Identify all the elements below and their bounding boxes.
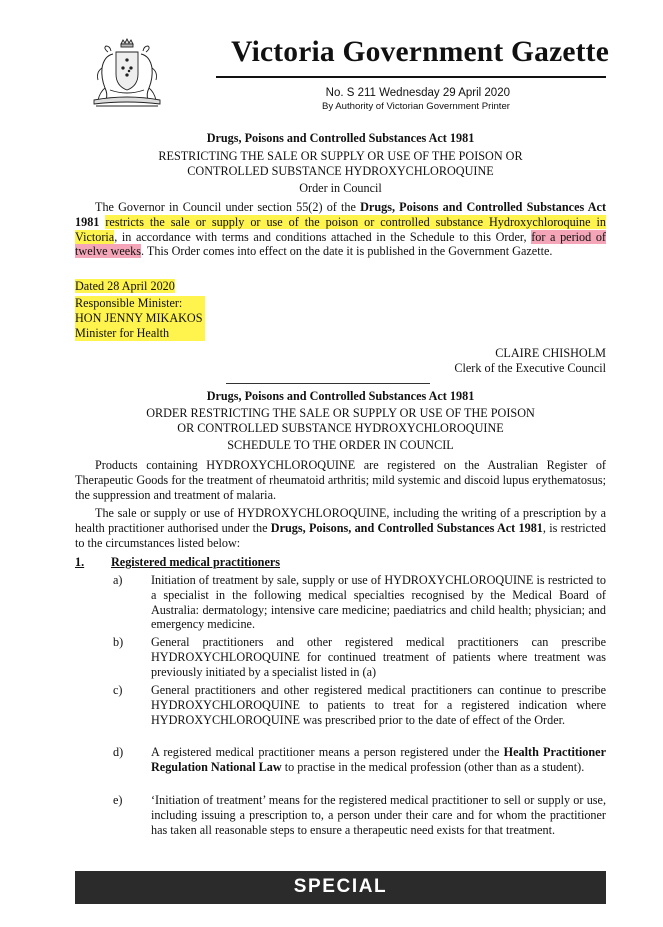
order-act-heading: Drugs, Poisons and Controlled Substances Act 1981 — [206, 131, 475, 145]
minister-title: Minister for Health — [75, 326, 170, 340]
order-title-line-1: RESTRICTING THE SALE OR SUPPLY OR USE OF THE POISON OR — [158, 149, 523, 163]
gazette-title: Victoria Government Gazette — [231, 36, 609, 68]
schedule-paragraph-2: The sale or supply or use of HYDROXYCHLOROQUINE, including the writing of a prescription by a health practitioner authorised under the Drugs, Poisons, and Controlled Substances Act 1981, is restricted to the circumstances listed below: — [75, 506, 606, 550]
section-heading: 1. Registered medical practitioners — [75, 555, 281, 569]
clerk-name: CLAIRE CHISHOLM — [495, 346, 606, 360]
title-rule — [216, 76, 606, 78]
restriction-highlight: restricts the sale or supply or use of the poison or controlled substance Hydroxychloroquine in Victoria — [75, 214, 607, 244]
issue-line: No. S 211 Wednesday 29 April 2020 — [325, 87, 510, 99]
victoria-coat-of-arms-icon — [86, 38, 168, 110]
special-label: SPECIAL — [293, 876, 388, 897]
minister-label: Responsible Minister: — [75, 296, 183, 310]
special-footer-bar — [75, 871, 606, 904]
period-highlight: for a period of twelve weeks — [75, 229, 606, 259]
dated-line: Dated 28 April 2020 — [75, 279, 175, 293]
schedule-paragraph-1: Products containing HYDROXYCHLOROQUINE are registered on the Australian Register of Therapeutic Goods for the treatment of rheumatoid arthritis; mild systemic and discoid lupus erythematosus; the suppression and treatment of malaria. — [75, 458, 606, 502]
schedule-subtitle: SCHEDULE TO THE ORDER IN COUNCIL — [227, 438, 454, 452]
minister-name: HON JENNY MIKAKOS — [75, 311, 203, 325]
act-name: Drugs, Poisons and Controlled Substances Act 1981 — [75, 200, 607, 229]
clerk-title: Clerk of the Executive Council — [454, 361, 606, 375]
schedule-act-heading: Drugs, Poisons and Controlled Substances Act 1981 — [206, 389, 475, 403]
schedule-title-line-1: ORDER RESTRICTING THE SALE OR SUPPLY OR USE OF THE POISON — [146, 406, 535, 420]
order-title-line-2: CONTROLLED SUBSTANCE HYDROXYCHLOROQUINE — [187, 164, 494, 178]
gazette-page: Victoria Government Gazette No. S 211 Wednesday 29 April 2020 By Authority of Victorian Government Printer Drugs, Poisons and Controlled Substances Act 1981 RESTRICTING THE SALE OR SUPPLY OR USE OF THE POISON OR CONTROLLED SUBSTANCE HYDROXYCHLOROQUINE Order in Council The Governor in Council under section 55(2) of the Drugs, Poisons and Controlled Substances Act 1981 restricts the sale or supply or use of the poison or controlled substance Hydroxychloroquine in Victoria, in accordance with terms and conditions attached in the Schedule to this Order, for a period of twelve weeks. This Order comes into effect on the date it is published in the Government Gazette. Dated 28 April 2020 Responsible Minister: HON JENNY MIKAKOS Minister for Health CLAIRE CHISHOLM Clerk of the Executive Council Drugs, Poisons and Controlled Substances Act 1981 ORDER RESTRICTING THE SALE OR SUPPLY OR USE OF THE POISON OR CONTROLLED SUBSTANCE HYDROXYCHLOROQUINE SCHEDULE TO THE ORDER IN COUNCIL Products containing HYDROXYCHLOROQUINE are registered on the Australian Register of Therapeutic Goods for the treatment of rheumatoid arthritis; mild systemic and discoid lupus erythematosus; the suppression and treatment of malaria. The sale or supply or use of HYDROXYCHLOROQUINE, including the writing of a prescription by a health practitioner authorised under the Drugs, Poisons, and Controlled Substances Act 1981, is restricted to the circumstances listed below: 1. Registered medical practitioners a) Initiation of treatment by sale, supply or use of HYDROXYCHLOROQUINE is restricted to a specialist in the following medical specialties recognised by the Medical Board of Australia: dermatology; intensive care medicine; paediatrics and child health; physician; and emergency medicine. b) General practitioners and other registered medical practitioners can prescribe HYDROXYCHLOROQUINE for continued treatment of patients where treatment was previously initiated by a specialist listed in (a) c) General practitioners and other registered medical practitioners can continue to prescribe HYDROXYCHLOROQUINE to patients to treat for a registered indication where HYDROXYCHLOROQUINE was prescribed prior to the date of effect of the Order. d) A registered medical practitioner means a person registered under the Health Practitioner Regulation National Law to practise in the medical profession (other than as a student). e) ‘Initiation of treatment’ means for the registered medical practitioner to sell or supply or use, including issuing a prescription to, a person under their care and for whom the practitioner has taken all reasonable steps to ensure a therapeutic need exists for that treatment. SPECIAL — [0, 0, 663, 927]
order-subtitle: Order in Council — [299, 181, 382, 195]
schedule-title-line-2: OR CONTROLLED SUBSTANCE HYDROXYCHLOROQUINE — [177, 421, 504, 435]
minister-block — [75, 296, 205, 341]
order-body-paragraph: The Governor in Council under section 55(2) of the Drugs, Poisons and Controlled Substances Act 1981 restricts the sale or supply or use of the poison or controlled substance Hydroxychloroquine in Victoria, in accordance with terms and conditions attached in the Schedule to this Order, for a period of twelve weeks. This Order comes into effect on the date it is published in the Government Gazette. — [75, 200, 607, 259]
section-divider — [226, 383, 430, 384]
authority-line: By Authority of Victorian Government Printer — [321, 101, 510, 112]
